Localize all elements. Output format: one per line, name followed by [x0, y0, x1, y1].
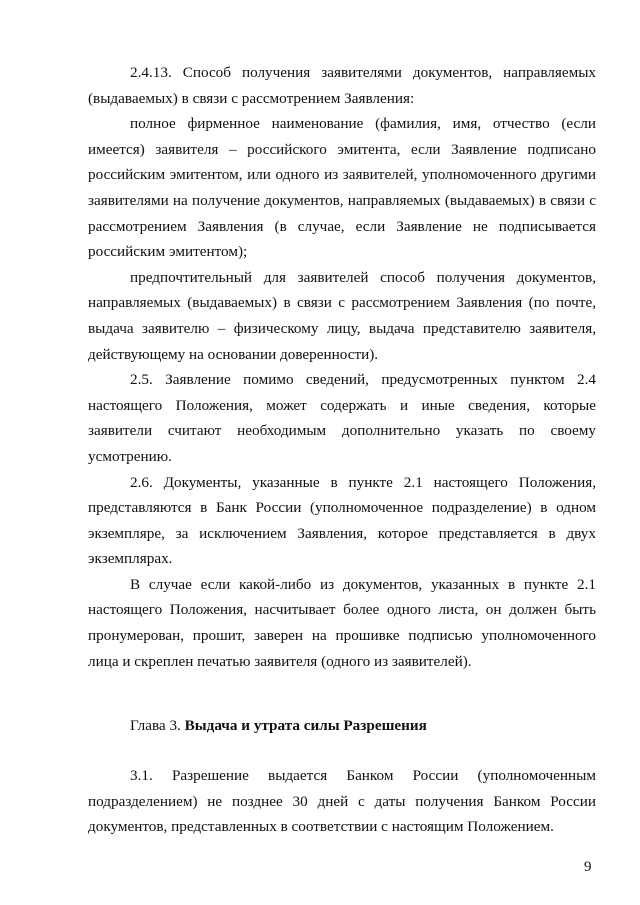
paragraph-preferred-method: предпочтительный для заявителей способ получения документов, направляемых (выдаваемых) в связи с рассмотрением Заявления (по почте, выдача заявителю – физическому лицу, выдача представителю заявителя, действующему на основании доверенности).	[88, 268, 596, 363]
paragraph-3-1: 3.1. Разрешение выдается Банком России (уполномоченным подразделением) не позднее 30 дней с даты получения Банком России документов, представленных в соответствии с настоящим Положением.	[88, 767, 596, 836]
page-number: 9	[584, 859, 592, 875]
paragraph-2-5: 2.5. Заявление помимо сведений, предусмотренных пунктом 2.4 настоящего Положения, может содержать и иные сведения, которые заявители считают необходимым дополнительно указать по своему усмотрению.	[88, 371, 596, 465]
paragraph-2-6: 2.6. Документы, указанные в пункте 2.1 настоящего Положения, представляются в Банк России (уполномоченное подразделение) в одном экземпляре, за исключением Заявления, которое представляется в двух экземплярах.	[88, 473, 596, 568]
paragraph-2-4-13: 2.4.13. Способ получения заявителями документов, направляемых (выдаваемых) в связи с рассмотрением Заявления:	[88, 64, 596, 107]
paragraph-full-name: полное фирменное наименование (фамилия, имя, отчество (если имеется) заявителя – российского эмитента, если Заявление подписано российским эмитентом, или одного из заявителей, уполномоченного другими заявителями на получение документов, направляемых (выдаваемых) в связи с рассмотрением Заявления (в случае, если Заявление не подписывается российским эмитентом);	[88, 115, 596, 261]
body-text-top	[88, 60, 596, 674]
chapter-heading	[130, 715, 427, 737]
chapter-title: Выдача и утрата силы Разрешения	[184, 717, 427, 734]
body-text-bottom	[88, 763, 596, 840]
chapter-prefix: Глава 3.	[130, 717, 185, 734]
paragraph-multi-sheet: В случае если какой-либо из документов, указанных в пункте 2.1 настоящего Положения, насчитывает более одного листа, он должен быть пронумерован, прошит, заверен на прошивке подписью уполномоченного лица и скреплен печатью заявителя (одного из заявителей).	[88, 575, 596, 670]
